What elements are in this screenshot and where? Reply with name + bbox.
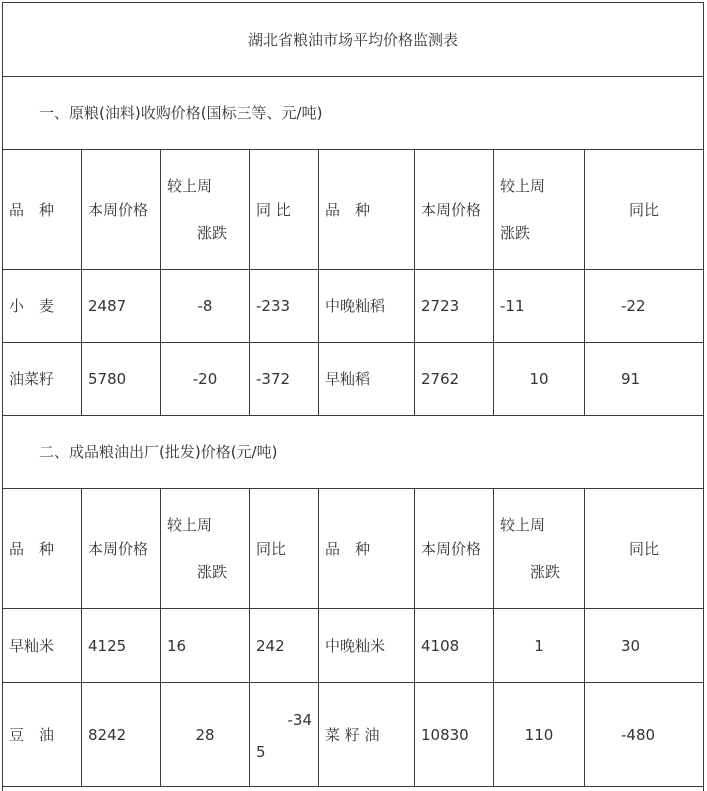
header-change-line2: 涨跌 <box>197 224 228 242</box>
section1-heading-row <box>3 77 704 150</box>
header-variety: 品 种 <box>3 150 82 270</box>
header-variety: 品 种 <box>3 489 82 609</box>
table-row <box>3 683 704 787</box>
cell-price: 8242 <box>82 683 161 787</box>
section1-header-row <box>3 150 704 270</box>
cell-change: 16 <box>161 609 250 683</box>
price-monitoring-table <box>2 2 704 791</box>
header-change2-line2: 涨跌 <box>530 563 561 581</box>
cell-yoy: -233 <box>250 270 319 343</box>
section2-header-row <box>3 489 704 609</box>
cell-name: 早籼米 <box>3 609 82 683</box>
cell-price2: 10830 <box>415 683 494 787</box>
cell-yoy2: -22 <box>585 270 704 343</box>
section1-heading: 一、原粮(油料)收购价格(国标三等、元/吨) <box>3 77 704 150</box>
header-change <box>161 150 250 270</box>
header-change <box>161 489 250 609</box>
cell-price2: 2762 <box>415 343 494 416</box>
header-change-line2: 涨跌 <box>197 563 228 581</box>
cell-name: 豆 油 <box>3 683 82 787</box>
header-variety2: 品 种 <box>319 150 415 270</box>
header-change2-line2: 涨跌 <box>500 224 531 242</box>
header-yoy-left: 同 比 <box>250 150 319 270</box>
cell-yoy-part2: 5 <box>256 743 266 761</box>
cell-change2: 10 <box>494 343 585 416</box>
cell-change2: 110 <box>494 683 585 787</box>
cell-yoy: 242 <box>250 609 319 683</box>
section2-heading-row <box>3 416 704 489</box>
cell-price2: 2723 <box>415 270 494 343</box>
cell-change: -8 <box>161 270 250 343</box>
header-change2 <box>494 150 585 270</box>
title-row <box>3 3 704 77</box>
cell-yoy <box>250 683 319 787</box>
header-price: 本周价格 <box>82 489 161 609</box>
cell-name: 油菜籽 <box>3 343 82 416</box>
header-change-line1: 较上周 <box>167 516 213 534</box>
cell-yoy-part1: -34 <box>287 711 312 729</box>
cell-price2: 4108 <box>415 609 494 683</box>
table-title: 湖北省粮油市场平均价格监测表 <box>3 3 704 77</box>
cell-price: 5780 <box>82 343 161 416</box>
table-row <box>3 609 704 683</box>
table-row <box>3 270 704 343</box>
cell-change2: -11 <box>494 270 585 343</box>
header-yoy-left: 同比 <box>250 489 319 609</box>
header-price2: 本周价格 <box>415 489 494 609</box>
header-change2-line1: 较上周 <box>500 177 546 195</box>
cell-yoy2: 91 <box>585 343 704 416</box>
header-price2: 本周价格 <box>415 150 494 270</box>
cell-yoy: -372 <box>250 343 319 416</box>
header-yoy-right: 同比 <box>585 489 704 609</box>
cell-name2: 菜 籽 油 <box>319 683 415 787</box>
header-price: 本周价格 <box>82 150 161 270</box>
section2-heading: 二、成品粮油出厂(批发)价格(元/吨) <box>3 416 704 489</box>
cell-name2: 早籼稻 <box>319 343 415 416</box>
table-row <box>3 343 704 416</box>
cell-change: -20 <box>161 343 250 416</box>
cell-change2: 1 <box>494 609 585 683</box>
header-change2 <box>494 489 585 609</box>
cell-price: 2487 <box>82 270 161 343</box>
header-yoy-right: 同比 <box>585 150 704 270</box>
cell-yoy2: -480 <box>585 683 704 787</box>
header-change-line1: 较上周 <box>167 177 213 195</box>
cell-price: 4125 <box>82 609 161 683</box>
cell-yoy2: 30 <box>585 609 704 683</box>
header-change2-line1: 较上周 <box>500 516 546 534</box>
header-variety2: 品 种 <box>319 489 415 609</box>
cell-name2: 中晚籼稻 <box>319 270 415 343</box>
cell-name: 小 麦 <box>3 270 82 343</box>
cell-name2: 中晚籼米 <box>319 609 415 683</box>
cell-change: 28 <box>161 683 250 787</box>
